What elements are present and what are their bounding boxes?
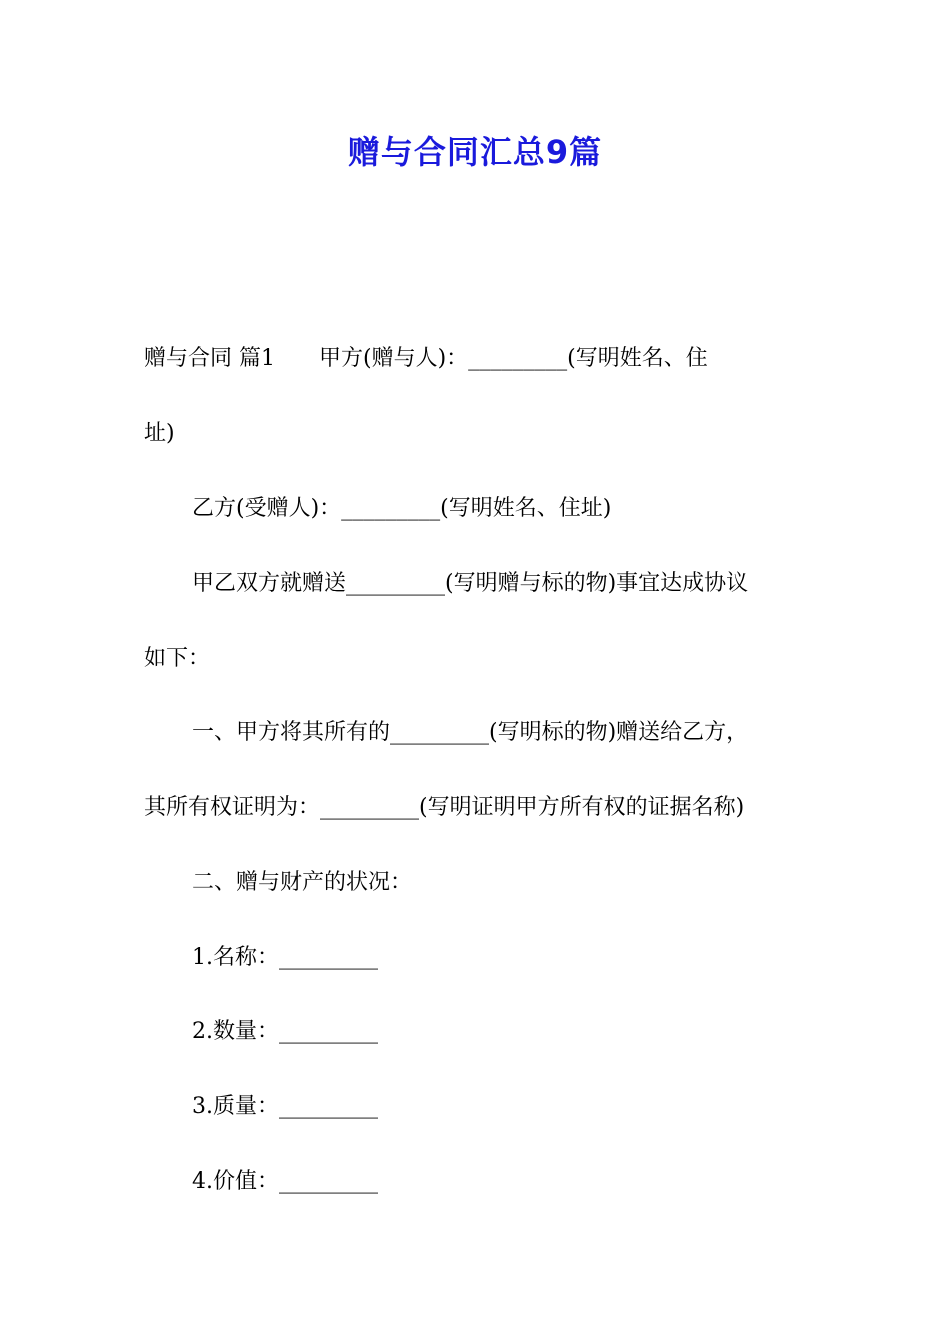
paragraph-line-7: 其所有权证明为：_________(写明证明甲方所有权的证据名称) [144,795,745,820]
paragraph-line-2: 址) [144,421,175,446]
paragraph-line-4: 甲乙双方就赠送_________(写明赠与标的物)事宜达成协议 [192,571,749,596]
list-item-quantity: 2.数量：_________ [192,1019,378,1044]
paragraph-line-1 [144,343,824,375]
paragraph-line-5: 如下： [144,646,211,671]
paragraph-line-3: 乙方(受赠人)：_________(写明姓名、住址) [192,496,612,521]
section-heading: 赠与合同 篇1 [144,346,275,371]
list-item-name: 1.名称：_________ [192,945,378,970]
document-title: 赠与合同汇总9篇 [347,133,603,171]
paragraph-line-8: 二、赠与财产的状况： [192,870,413,895]
list-item-value: 4.价值：_________ [192,1169,378,1194]
paragraph-text: 甲方(赠与人)：_________(写明姓名、住 [319,346,708,371]
paragraph-line-6: 一、甲方将其所有的_________(写明标的物)赠送给乙方， [192,720,749,745]
list-item-quality: 3.质量：_________ [192,1094,378,1119]
